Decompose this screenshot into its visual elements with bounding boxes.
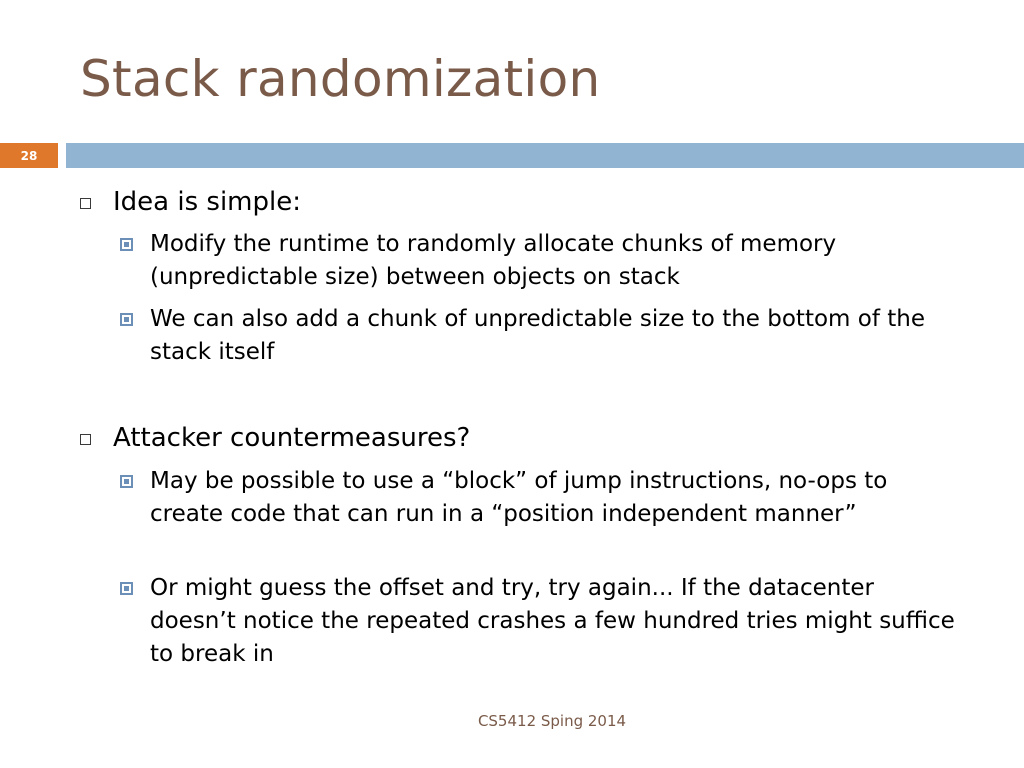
filled-square-bullet-icon bbox=[120, 475, 133, 488]
slide-title: Stack randomization bbox=[80, 50, 601, 108]
bullet-level2 bbox=[120, 228, 960, 294]
slide-footer: CS5412 Sping 2014 bbox=[477, 712, 627, 730]
hollow-square-bullet-icon bbox=[80, 434, 91, 445]
slide-number-badge: 28 bbox=[0, 143, 58, 168]
bullet-text: We can also add a chunk of unpredictable size to the bottom of the stack itself bbox=[150, 306, 925, 365]
bullet-level2 bbox=[120, 572, 960, 671]
hollow-square-bullet-icon bbox=[80, 198, 91, 209]
header-divider-bar bbox=[66, 143, 1024, 168]
filled-square-bullet-icon bbox=[120, 313, 133, 326]
bullet-level1 bbox=[80, 186, 980, 219]
filled-square-bullet-icon bbox=[120, 238, 133, 251]
bullet-text: Modify the runtime to randomly allocate chunks of memory (unpredictable size) between objects on stack bbox=[150, 231, 837, 290]
bullet-text: Idea is simple: bbox=[113, 187, 301, 217]
bullet-level2 bbox=[120, 465, 960, 531]
bullet-text: Attacker countermeasures? bbox=[113, 423, 471, 453]
filled-square-bullet-icon bbox=[120, 582, 133, 595]
bullet-text: May be possible to use a “block” of jump instructions, no-ops to create code that can run in a “position independent manner” bbox=[150, 468, 888, 527]
bullet-text: Or might guess the offset and try, try again... If the datacenter doesn’t notice the repeated crashes a few hundred tries might suffice to break in bbox=[150, 575, 955, 667]
bullet-level2 bbox=[120, 303, 960, 369]
bullet-level1 bbox=[80, 422, 980, 455]
